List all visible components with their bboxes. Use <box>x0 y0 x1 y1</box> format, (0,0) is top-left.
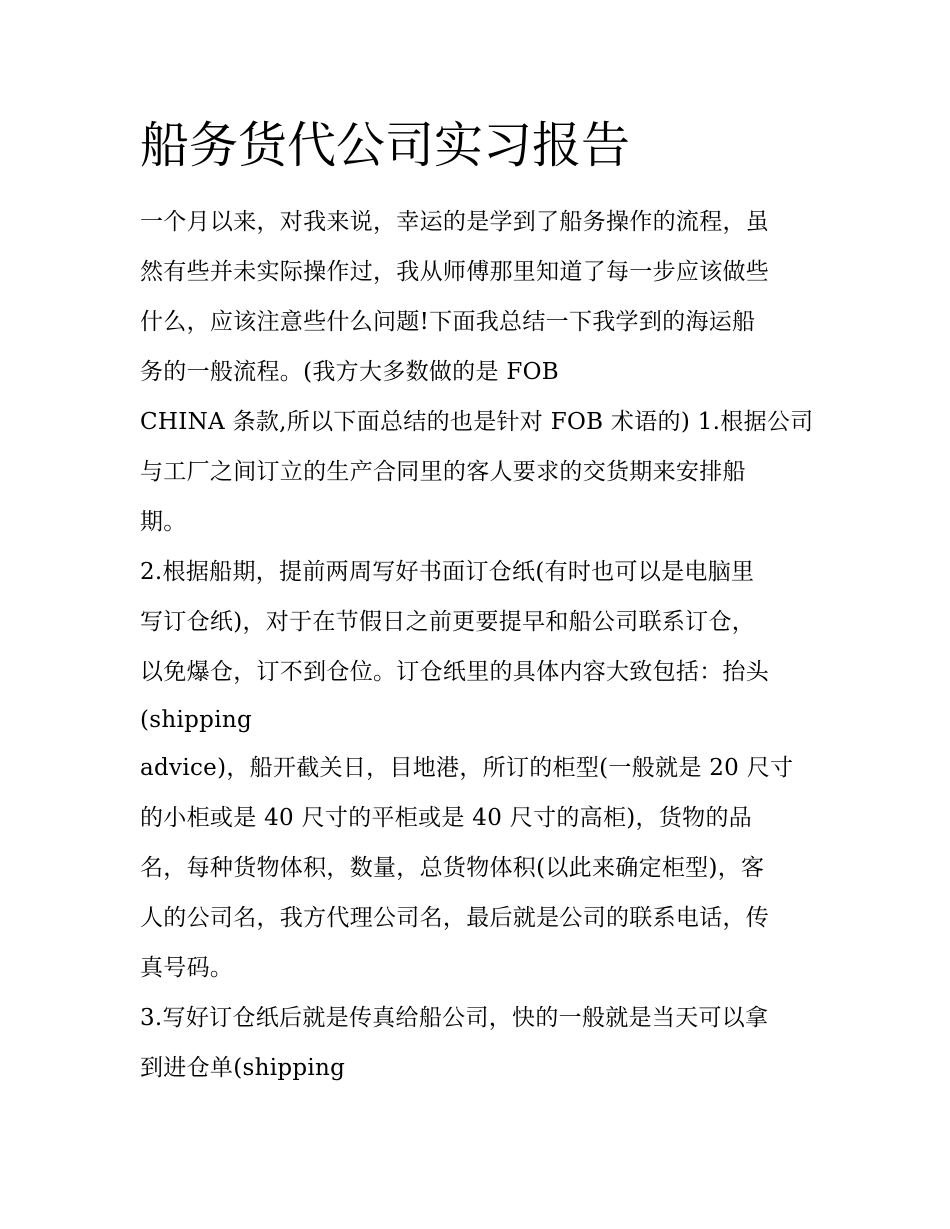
text-line: 到进仓单(shipping <box>140 1055 346 1081</box>
text-line: 然有些并未实际操作过，我从师傅那里知道了每一步应该做些 <box>140 259 770 285</box>
text-line: (shipping <box>140 707 252 733</box>
text-line: 一个月以来，对我来说，幸运的是学到了船务操作的流程，虽 <box>140 209 770 235</box>
text-line: 真号码。 <box>140 955 234 981</box>
text-line: 与工厂之间订立的生产合同里的客人要求的交货期来安排船 <box>140 459 746 485</box>
text-line: 务的一般流程。(我方大多数做的是 FOB <box>140 359 560 385</box>
text-line: 名，每种货物体积，数量，总货物体积(以此来确定柜型)，客 <box>140 855 765 881</box>
text-line: advice)，船开截关日，目地港，所订的柜型(一般就是 20 尺寸 <box>140 755 794 781</box>
document-body <box>140 197 820 1093</box>
text-line: 人的公司名，我方代理公司名，最后就是公司的联系电话，传 <box>140 905 770 931</box>
text-line: 以免爆仓，订不到仓位。订仓纸里的具体内容大致包括：抬头 <box>140 659 770 685</box>
text-line: 2.根据船期，提前两周写好书面订仓纸(有时也可以是电脑里 <box>140 559 755 585</box>
text-line: 什么，应该注意些什么问题!下面我总结一下我学到的海运船 <box>140 309 756 335</box>
text-line: 3.写好订仓纸后就是传真给船公司，快的一般就是当天可以拿 <box>140 1005 769 1031</box>
document-title: 船务货代公司实习报告 <box>140 117 631 174</box>
text-line: CHINA 条款,所以下面总结的也是针对 FOB 术语的) 1.根据公司 <box>140 409 814 435</box>
text-line: 期。 <box>140 509 187 535</box>
text-line: 写订仓纸)，对于在节假日之前更要提早和船公司联系订仓， <box>140 609 756 635</box>
text-line: 的小柜或是 40 尺寸的平柜或是 40 尺寸的高柜)，货物的品 <box>140 805 753 831</box>
